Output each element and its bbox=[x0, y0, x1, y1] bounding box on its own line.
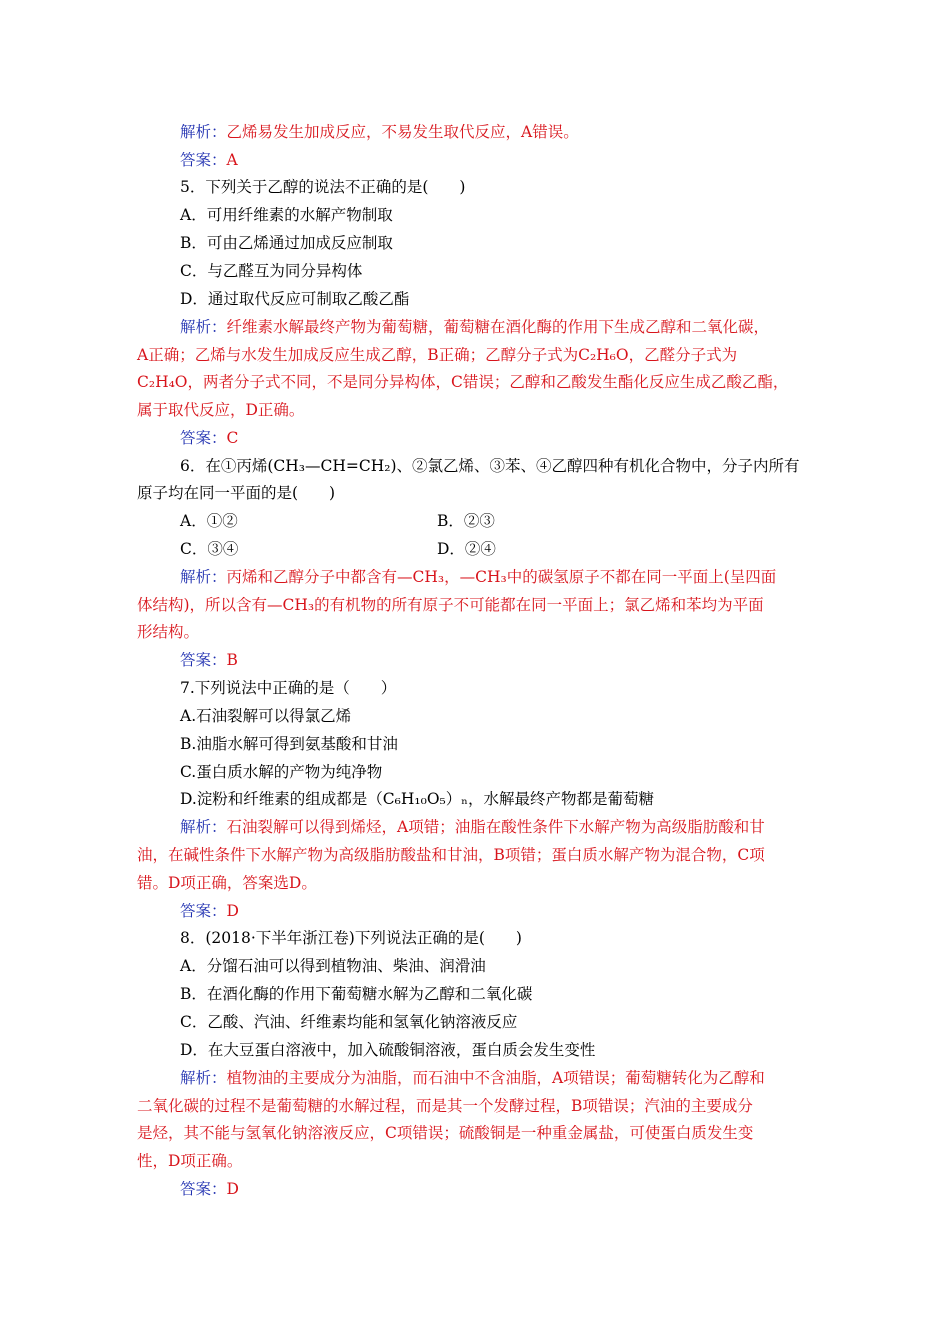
answer-label: 答案： bbox=[180, 902, 227, 920]
question-7-option-b: B.油脂水解可得到氨基酸和甘油 bbox=[180, 735, 398, 753]
answer-value: D bbox=[226, 1180, 239, 1198]
question-7-option-d: D.淀粉和纤维素的组成都是（C₆H₁₀O₅）ₙ，水解最终产物都是葡萄糖 bbox=[180, 790, 654, 808]
answer-label: 答案： bbox=[180, 651, 227, 669]
question-6-option-c: C．③④ bbox=[180, 540, 239, 558]
question-7-option-c: C.蛋白质水解的产物为纯净物 bbox=[180, 763, 383, 781]
analysis-line bbox=[180, 1068, 860, 1088]
analysis-label: 解析： bbox=[180, 123, 227, 141]
analysis-text: 乙烯易发生加成反应，不易发生取代反应，A错误。 bbox=[226, 123, 579, 141]
question-8-option-a: A．分馏石油可以得到植物油、柴油、润滑油 bbox=[180, 957, 486, 975]
analysis-line bbox=[180, 817, 860, 837]
answer-value: C bbox=[226, 429, 239, 447]
analysis-line bbox=[180, 317, 860, 337]
analysis-text: 属于取代反应，D正确。 bbox=[137, 401, 305, 419]
answer-value: D bbox=[226, 902, 239, 920]
question-8-option-c: C．乙酸、汽油、纤维素均能和氢氧化钠溶液反应 bbox=[180, 1013, 518, 1031]
analysis-text: 纤维素水解最终产物为葡萄糖，葡萄糖在酒化酶的作用下生成乙醇和二氧化碳， bbox=[226, 318, 770, 336]
analysis-label: 解析： bbox=[180, 818, 227, 836]
question-5-option-b: B．可由乙烯通过加成反应制取 bbox=[180, 234, 393, 252]
answer-value: B bbox=[226, 651, 238, 669]
analysis-text: 性，D项正确。 bbox=[137, 1152, 243, 1170]
question-6-stem: 6．在①丙烯(CH₃—CH=CH₂)、②氯乙烯、③苯、④乙醇四种有机化合物中，分子内所有 bbox=[180, 457, 800, 475]
question-5-option-c: C．与乙醛互为同分异构体 bbox=[180, 262, 363, 280]
question-8-stem: 8．(2018·下半年浙江卷)下列说法正确的是( ) bbox=[180, 929, 522, 947]
question-6-option-a: A．①② bbox=[180, 512, 238, 530]
analysis-text: 石油裂解可以得到烯烃，A项错；油脂在酸性条件下水解产物为高级脂肪酸和甘 bbox=[226, 818, 765, 836]
analysis-text: 体结构)，所以含有—CH₃的有机物的所有原子不可能都在同一平面上；氯乙烯和苯均为平面 bbox=[137, 596, 764, 614]
answer-line bbox=[180, 428, 860, 448]
question-5-option-d: D．通过取代反应可制取乙酸乙酯 bbox=[180, 290, 410, 308]
analysis-text: A正确；乙烯与水发生加成反应生成乙醇，B正确；乙醇分子式为C₂H₆O，乙醛分子式为 bbox=[137, 346, 738, 364]
analysis-label: 解析： bbox=[180, 1069, 227, 1087]
analysis-text: 形结构。 bbox=[137, 623, 200, 641]
analysis-line bbox=[180, 567, 860, 587]
question-7-option-a: A.石油裂解可以得氯乙烯 bbox=[180, 707, 352, 725]
answer-label: 答案： bbox=[180, 151, 227, 169]
question-6-options-row-2 bbox=[180, 539, 860, 559]
answer-line bbox=[180, 150, 860, 170]
question-7-stem: 7.下列说法中正确的是（ ） bbox=[180, 679, 397, 697]
analysis-text: 是烃，其不能与氢氧化钠溶液反应，C项错误；硫酸铜是一种重金属盐，可使蛋白质发生变 bbox=[137, 1124, 754, 1142]
answer-line bbox=[180, 650, 860, 670]
analysis-line bbox=[180, 122, 860, 142]
question-6-stem-cont: 原子均在同一平面的是( ) bbox=[137, 484, 336, 502]
question-6-option-d: D．②④ bbox=[437, 540, 496, 558]
question-5-stem: 5．下列关于乙醇的说法不正确的是( ) bbox=[180, 178, 466, 196]
analysis-text: 错。D项正确，答案选D。 bbox=[137, 874, 317, 892]
question-5-option-a: A．可用纤维素的水解产物制取 bbox=[180, 206, 393, 224]
answer-value: A bbox=[226, 151, 238, 169]
analysis-text: 植物油的主要成分为油脂，而石油中不含油脂，A项错误；葡萄糖转化为乙醇和 bbox=[226, 1069, 765, 1087]
question-8-option-d: D．在大豆蛋白溶液中，加入硫酸铜溶液，蛋白质会发生变性 bbox=[180, 1041, 596, 1059]
answer-label: 答案： bbox=[180, 429, 227, 447]
analysis-text: 油，在碱性条件下水解产物为高级脂肪酸盐和甘油，B项错；蛋白质水解产物为混合物，C项 bbox=[137, 846, 765, 864]
question-6-options-row-1 bbox=[180, 511, 860, 531]
analysis-label: 解析： bbox=[180, 568, 227, 586]
answer-line bbox=[180, 901, 860, 921]
analysis-text: 二氧化碳的过程不是葡萄糖的水解过程，而是其一个发酵过程，B项错误；汽油的主要成分 bbox=[137, 1097, 753, 1115]
question-8-option-b: B．在酒化酶的作用下葡萄糖水解为乙醇和二氧化碳 bbox=[180, 985, 533, 1003]
answer-line bbox=[180, 1179, 860, 1199]
analysis-label: 解析： bbox=[180, 318, 227, 336]
question-6-option-b: B．②③ bbox=[437, 512, 495, 530]
analysis-text: 丙烯和乙醇分子中都含有—CH₃，—CH₃中的碳氢原子不都在同一平面上(呈四面 bbox=[226, 568, 777, 586]
answer-label: 答案： bbox=[180, 1180, 227, 1198]
analysis-text: C₂H₄O，两者分子式不同，不是同分异构体，C错误；乙醇和乙酸发生酯化反应生成乙酸乙酯， bbox=[137, 373, 789, 391]
